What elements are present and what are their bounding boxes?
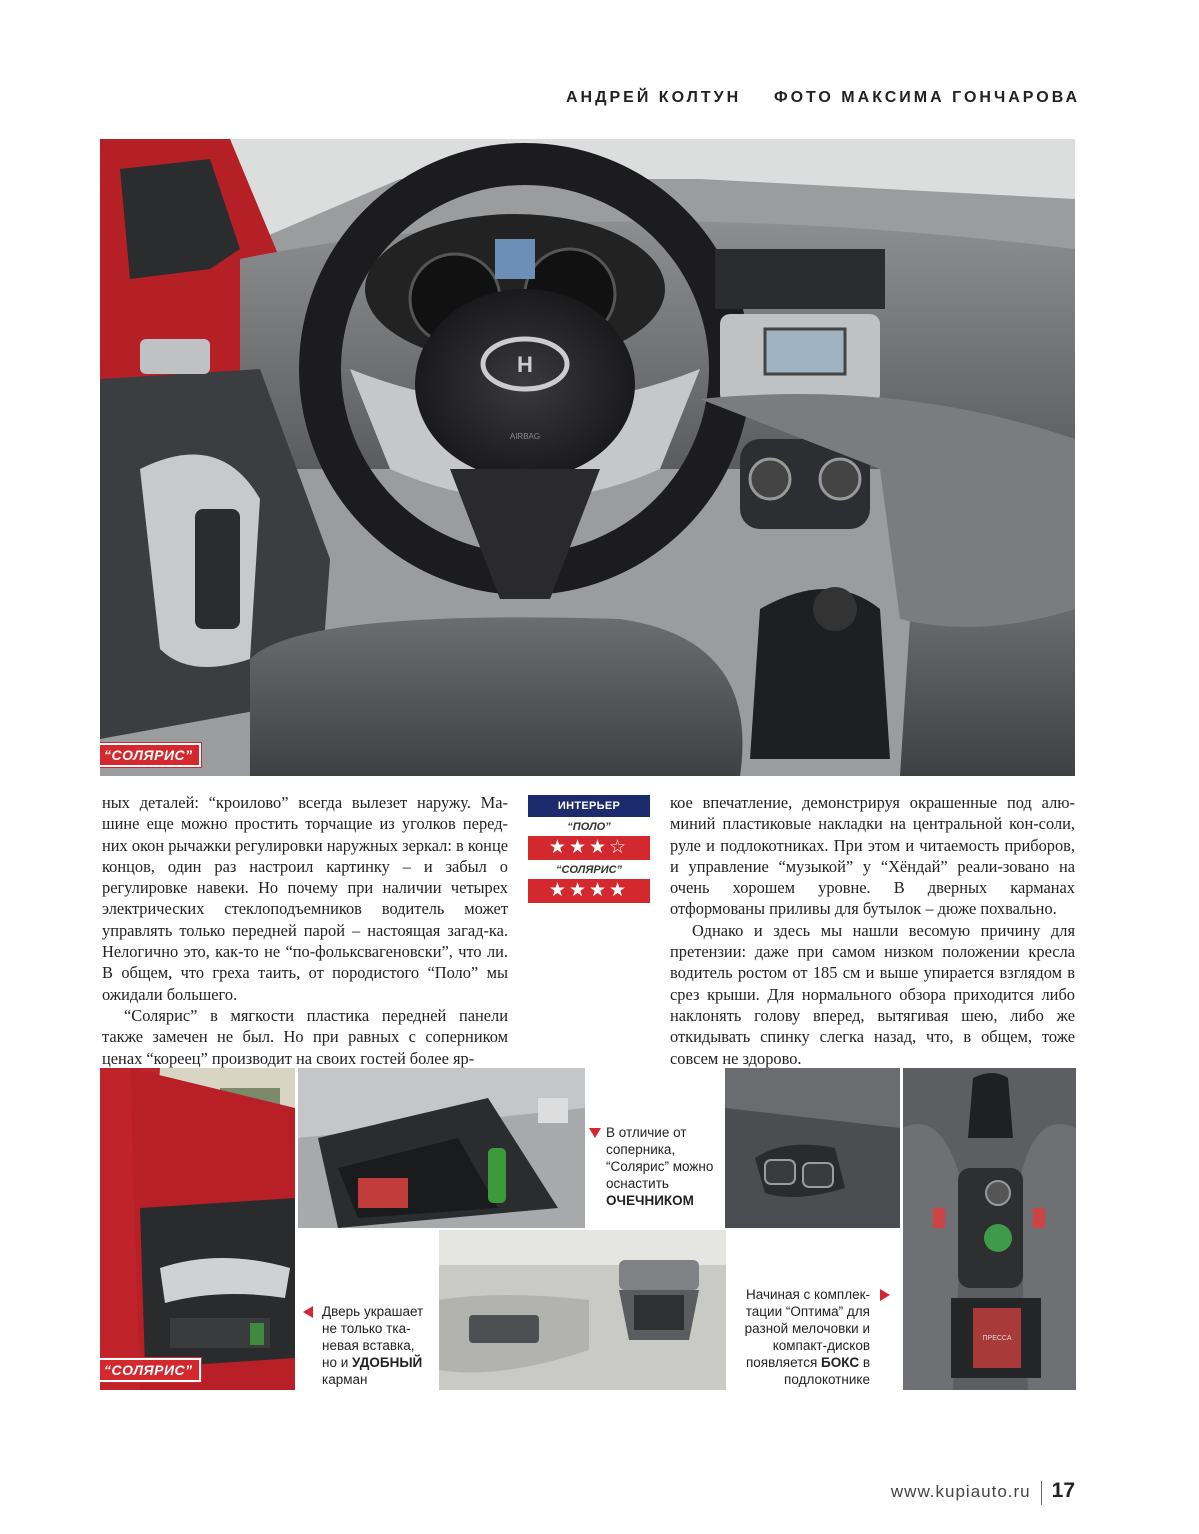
interior-rating-box [528, 795, 650, 903]
paragraph: Однако и здесь мы нашли весомую причину для претензии: даже при самом низком положении кресла водитель ростом от 185 см и выше упирается взглядом в срез крыши. Для нормального обзора приходится либо наклонять голову вперед, вытягивая шею, либо же откидывать спинку слегка назад, что, в общем, тоже совсем не здорово. [670, 920, 1075, 1068]
steering-logo-text: H [517, 352, 533, 377]
caption-armrest-tail: в подлокотнике [784, 1355, 870, 1387]
caption-arrow-glovebox [589, 1128, 601, 1138]
door-photo-tag: “СОЛЯРИС” [100, 1358, 201, 1382]
paragraph: кое впечатление, демонстрируя окрашенные под алю-миний пластиковые накладки на центральной кон-соли, руле и подлокотниках. При этом и читаемость приборов, и управление “музыкой” у “Хёндай” реали-зовано на очень хорошем уровне. В дверных карманах отформованы приливы для бутылок – дюже похвально. [670, 793, 1075, 919]
page-number: 17 [1051, 1479, 1075, 1502]
paragraph: ных деталей: “кроилово” всегда вылезет наружу. Ма-шине еще можно простить торчащие из уголков перед-них окон рычажки регулировки наружных зеркал: в конце концов, один раз настроил картинку – и забыл о регулировке навеки. Но почему при наличии четырех электрических стеклоподъемников водитель может управлять только передней парой – настоящая загад-ка. Нелогично это, как-то не “по-фольксвагеновски”, что ли. В общем, что греха таить, от породистого “Поло” мы ожидали большего. [102, 793, 508, 1004]
article-column-1 [102, 792, 508, 1069]
caption-armrest [735, 1286, 870, 1388]
author-name: АНДРЕЙ КОЛТУН [566, 89, 742, 106]
caption-glovebox-text: В отличие от соперника, “Солярис” можно оснастить [606, 1125, 714, 1191]
article-column-2 [670, 792, 1075, 1069]
paragraph: “Солярис” в мягкости пластика передней панели также замечен не был. Но при равных с соперником ценах “кореец” производит на своих гостей более яр- [102, 1005, 508, 1068]
airbag-label: AIRBAG [509, 432, 541, 441]
door-photo [100, 1068, 295, 1390]
caption-door-text: Дверь украшает не только тка-невая вставка, но и [322, 1304, 424, 1370]
armrest-box-photo [903, 1068, 1076, 1390]
caption-arrow-armrest [880, 1289, 890, 1301]
rating-stars-solaris: ★★★★ [528, 879, 650, 903]
caption-glovebox [606, 1124, 721, 1209]
caption-door-bold: УДОБНЫЙ [352, 1355, 423, 1370]
photo-credit: ФОТО МАКСИМА ГОНЧАРОВА [773, 89, 1080, 106]
caption-arrow-door [303, 1306, 313, 1318]
rating-stars-polo: ★★★☆ [528, 836, 650, 860]
page-footer [891, 1479, 1075, 1505]
main-interior-photo [100, 139, 1075, 776]
glovebox-photo [298, 1068, 585, 1228]
website-link[interactable]: www.kupiauto.ru [890, 1482, 1031, 1501]
caption-armrest-text: Начиная с комплек-тации “Оптима” для разной мелочовки и компакт-дисков появляется [744, 1287, 870, 1370]
sun-visor-photo [439, 1230, 726, 1390]
console-label: ПРЕССА [982, 1335, 1012, 1342]
footer-divider [1041, 1481, 1042, 1505]
caption-glovebox-bold: ОЧЕЧНИКОМ [606, 1193, 694, 1208]
rating-car-solaris: “СОЛЯРИС” [555, 864, 623, 876]
caption-armrest-bold: БОКС [821, 1355, 860, 1370]
rating-car-polo: “ПОЛО” [567, 821, 611, 833]
fuel-switch-photo [725, 1068, 900, 1228]
caption-door [322, 1303, 432, 1388]
main-photo-tag: “СОЛЯРИС” [100, 743, 201, 767]
rating-title: ИНТЕРЬЕР [528, 795, 650, 817]
caption-door-tail: карман [322, 1372, 368, 1387]
